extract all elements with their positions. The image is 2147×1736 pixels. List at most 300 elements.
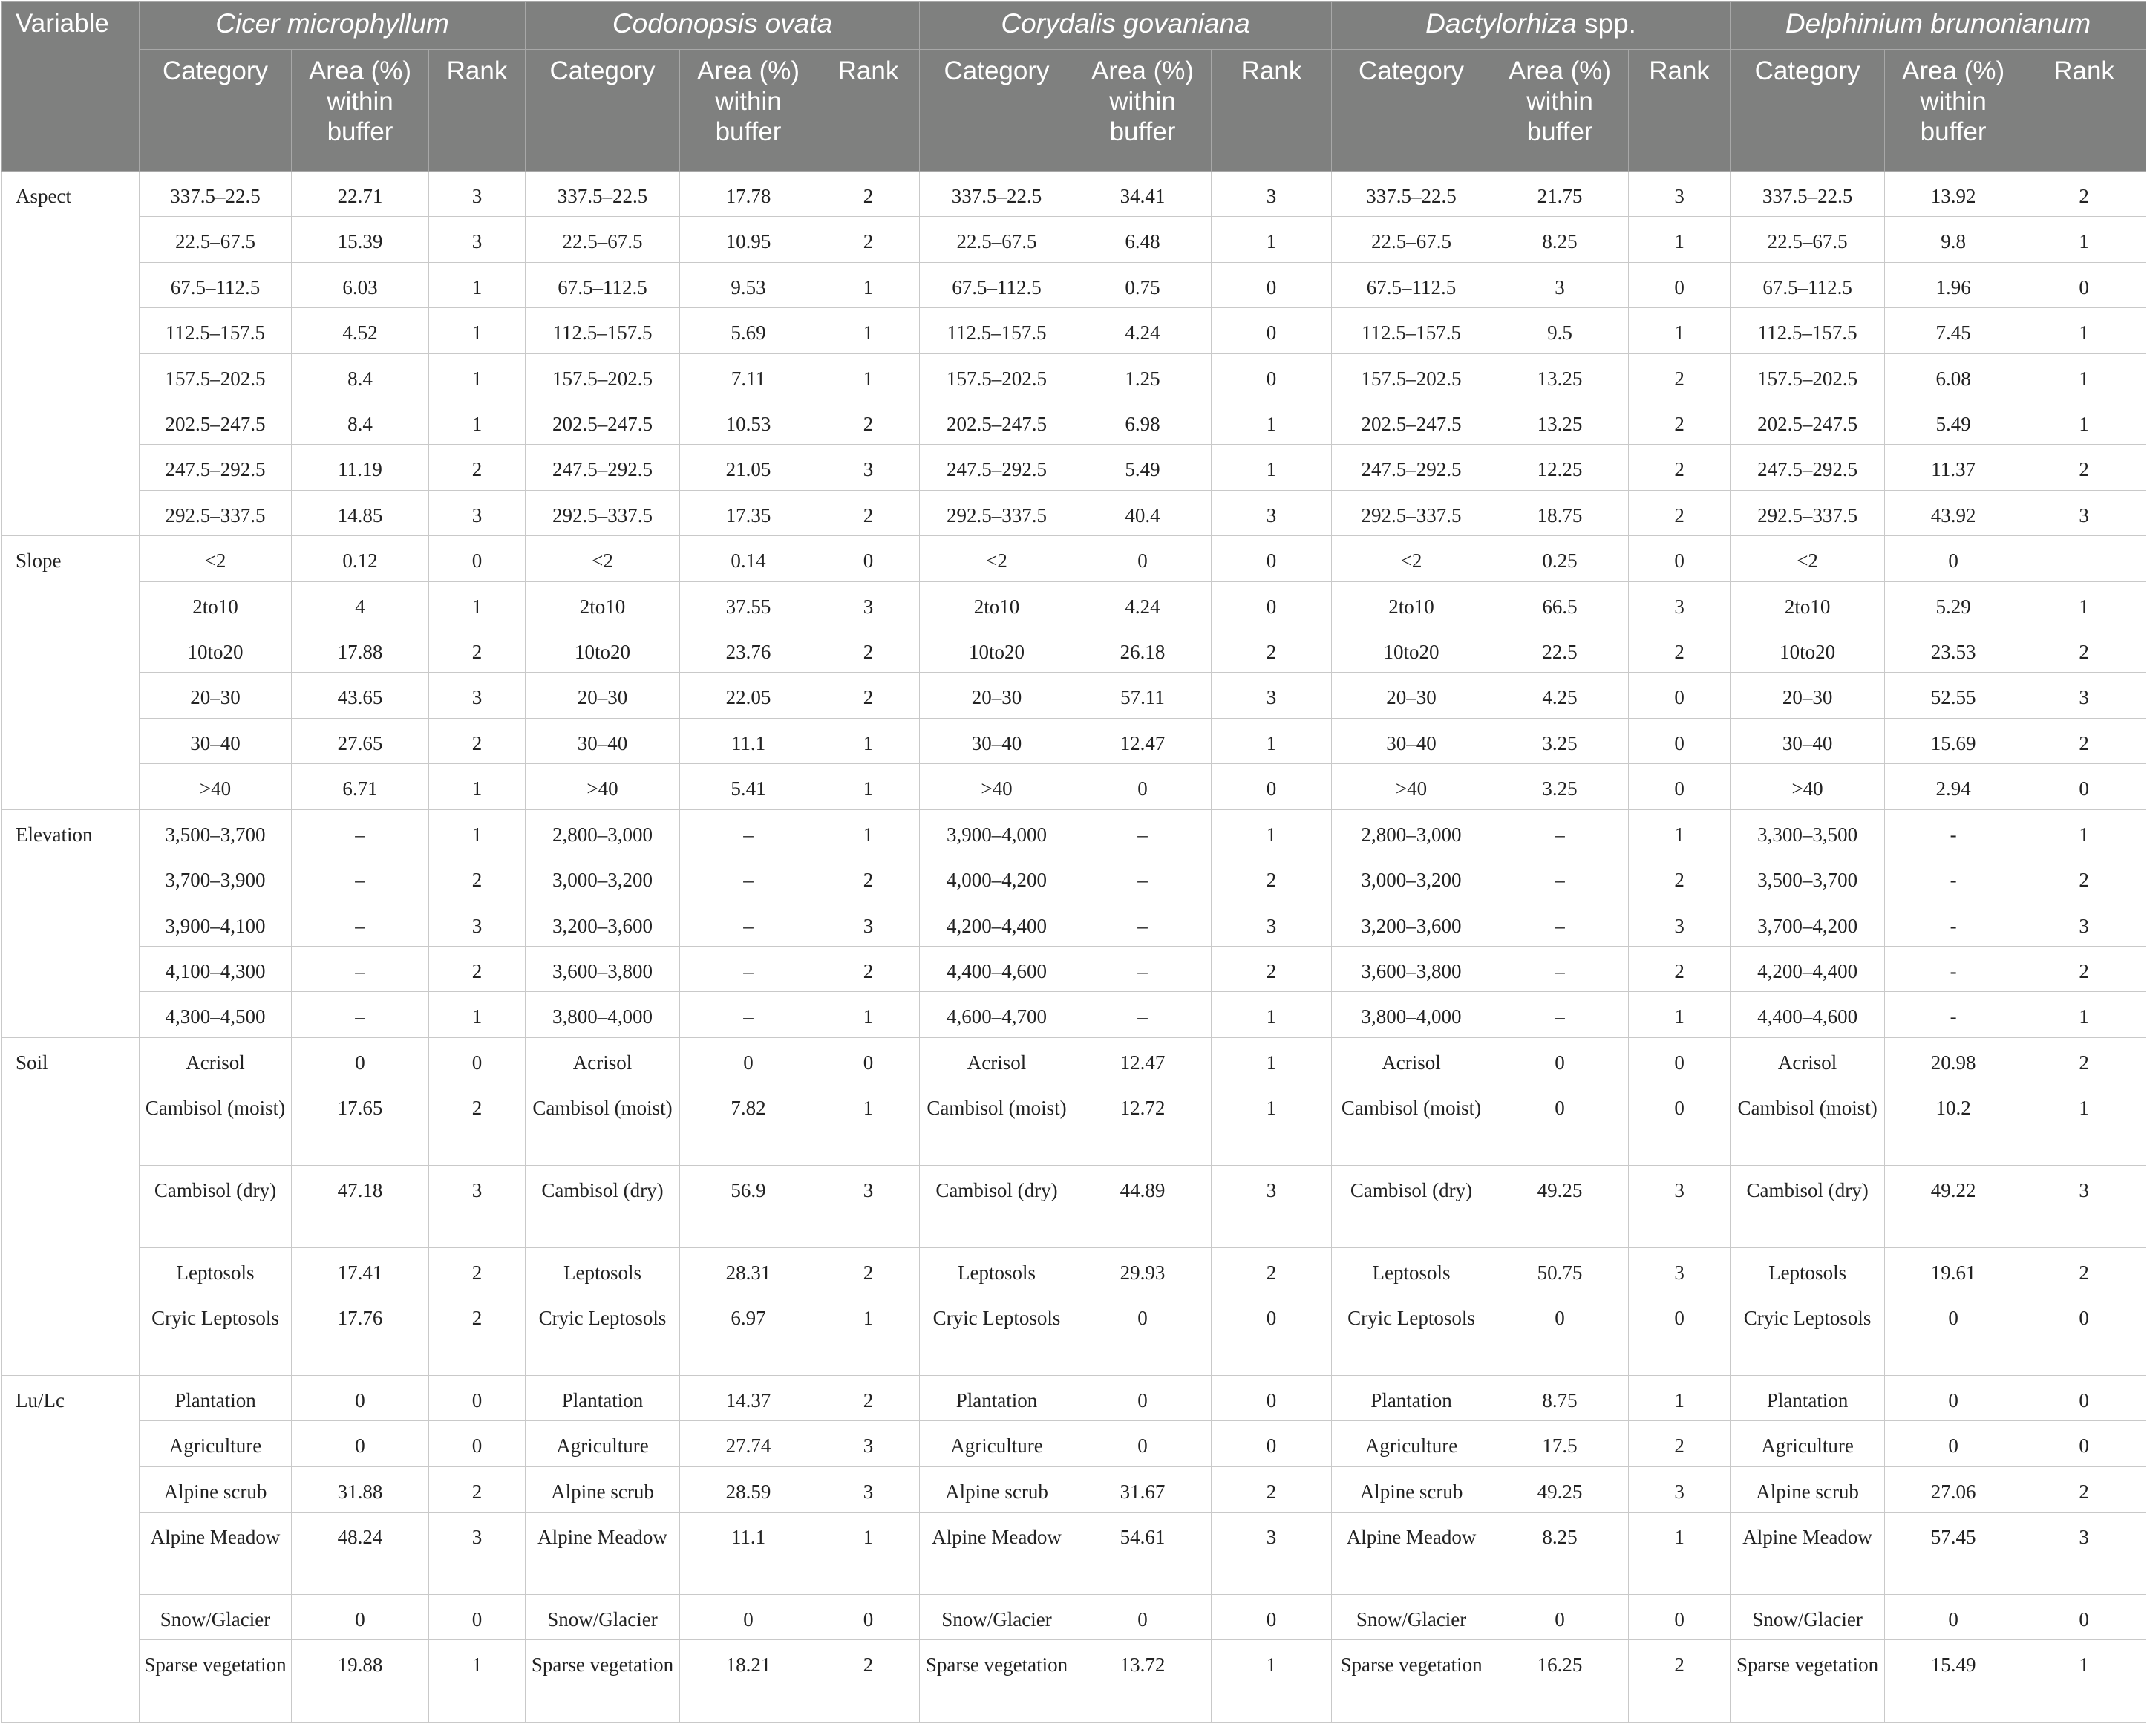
area-cell: 0.12 <box>292 536 429 581</box>
rank-cell: 2 <box>429 1083 526 1166</box>
rank-cell: 1 <box>1212 445 1332 490</box>
rank-cell: 0 <box>2022 1293 2146 1376</box>
rank-cell: 1 <box>1212 217 1332 262</box>
rank-cell: 2 <box>1212 1466 1332 1512</box>
area-cell: 28.31 <box>680 1247 817 1293</box>
table-row <box>2 673 2146 718</box>
area-cell: 0 <box>292 1421 429 1466</box>
category-cell: 2to10 <box>920 581 1074 627</box>
rank-cell: 3 <box>817 901 920 946</box>
category-cell: 4,600–4,700 <box>920 992 1074 1037</box>
category-cell: 2to10 <box>526 581 680 627</box>
rank-cell: 2 <box>817 399 920 445</box>
category-cell: 247.5–292.5 <box>1332 445 1491 490</box>
rank-cell: 0 <box>2022 1375 2146 1420</box>
category-cell: Alpine scrub <box>1332 1466 1491 1512</box>
rank-cell: 1 <box>817 992 920 1037</box>
area-cell: 4.52 <box>292 308 429 353</box>
area-cell: 0 <box>1491 1594 1629 1639</box>
category-cell: Alpine scrub <box>1731 1466 1885 1512</box>
category-cell: 202.5–247.5 <box>526 399 680 445</box>
area-cell: – <box>1491 946 1629 991</box>
category-cell: 10to20 <box>920 627 1074 673</box>
rank-cell: 2 <box>429 946 526 991</box>
table-row <box>2 1640 2146 1723</box>
rank-cell: 3 <box>817 1165 920 1247</box>
area-cell: 3 <box>1491 262 1629 307</box>
category-cell: Cryic Leptosols <box>1731 1293 1885 1376</box>
rank-cell: 0 <box>1629 1293 1731 1376</box>
area-cell: 23.53 <box>1885 627 2022 673</box>
category-cell: 4,400–4,600 <box>920 946 1074 991</box>
area-cell: 12.47 <box>1074 718 1212 763</box>
rank-cell: 1 <box>1629 992 1731 1037</box>
category-cell: Alpine Meadow <box>1731 1512 1885 1594</box>
area-cell: 0 <box>1885 1594 2022 1639</box>
species-header-delphinium: Delphinium brunonianum <box>1731 2 2146 50</box>
category-cell: 247.5–292.5 <box>526 445 680 490</box>
rank-cell: 2 <box>817 1247 920 1293</box>
category-cell: 2to10 <box>140 581 292 627</box>
area-header: Area (%) within buffer <box>1491 50 1629 172</box>
rank-cell: 1 <box>429 764 526 809</box>
rank-cell: 2 <box>817 217 920 262</box>
rank-cell: 0 <box>1212 353 1332 399</box>
rank-cell: 0 <box>1629 764 1731 809</box>
rank-cell: 0 <box>1212 1293 1332 1376</box>
rank-cell: 3 <box>1212 490 1332 535</box>
area-cell: 4.25 <box>1491 673 1629 718</box>
category-cell: 22.5–67.5 <box>140 217 292 262</box>
rank-cell: 0 <box>429 1037 526 1083</box>
area-cell: 18.75 <box>1491 490 1629 535</box>
rank-cell: 1 <box>2022 992 2146 1037</box>
area-cell: – <box>680 946 817 991</box>
category-cell: Snow/Glacier <box>526 1594 680 1639</box>
category-cell: 157.5–202.5 <box>1731 353 1885 399</box>
category-cell: 2to10 <box>1731 581 1885 627</box>
area-header: Area (%) within buffer <box>1074 50 1212 172</box>
area-cell: 17.35 <box>680 490 817 535</box>
area-cell: 47.18 <box>292 1165 429 1247</box>
rank-cell: 2 <box>1629 445 1731 490</box>
category-cell: 202.5–247.5 <box>920 399 1074 445</box>
area-cell: 1.96 <box>1885 262 2022 307</box>
area-cell: 10.53 <box>680 399 817 445</box>
rank-cell: 2 <box>1212 1247 1332 1293</box>
category-cell: 292.5–337.5 <box>526 490 680 535</box>
category-cell: 202.5–247.5 <box>1731 399 1885 445</box>
rank-cell: 0 <box>1629 536 1731 581</box>
category-cell: 20–30 <box>140 673 292 718</box>
rank-cell: 3 <box>1212 1512 1332 1594</box>
rank-cell <box>2022 536 2146 581</box>
table-row <box>2 1083 2146 1166</box>
area-cell: 13.25 <box>1491 353 1629 399</box>
category-cell: 112.5–157.5 <box>1731 308 1885 353</box>
category-header: Category <box>1731 50 1885 172</box>
area-cell: 5.41 <box>680 764 817 809</box>
rank-cell: 0 <box>1212 1375 1332 1420</box>
table-row <box>2 992 2146 1037</box>
rank-cell: 3 <box>1212 673 1332 718</box>
category-cell: 3,800–4,000 <box>526 992 680 1037</box>
rank-cell: 0 <box>1212 1594 1332 1639</box>
category-cell: >40 <box>140 764 292 809</box>
rank-cell: 0 <box>817 536 920 581</box>
area-cell: – <box>1491 992 1629 1037</box>
rank-cell: 2 <box>429 445 526 490</box>
area-cell: – <box>1074 946 1212 991</box>
area-cell: 6.48 <box>1074 217 1212 262</box>
table-row <box>2 353 2146 399</box>
area-cell: 22.5 <box>1491 627 1629 673</box>
rank-cell: 2 <box>817 1640 920 1723</box>
rank-cell: 2 <box>817 627 920 673</box>
area-cell: 0 <box>292 1037 429 1083</box>
rank-cell: 0 <box>1629 673 1731 718</box>
area-cell: 1.25 <box>1074 353 1212 399</box>
rank-cell: 1 <box>1212 992 1332 1037</box>
area-cell: 5.49 <box>1885 399 2022 445</box>
table-row <box>2 399 2146 445</box>
category-cell: 3,900–4,100 <box>140 901 292 946</box>
rank-cell: 2 <box>1629 1640 1731 1723</box>
category-cell: Cambisol (dry) <box>920 1165 1074 1247</box>
table-row <box>2 627 2146 673</box>
category-cell: 292.5–337.5 <box>1332 490 1491 535</box>
category-cell: >40 <box>920 764 1074 809</box>
area-cell: 0 <box>292 1375 429 1420</box>
area-cell: 4.24 <box>1074 581 1212 627</box>
rank-header: Rank <box>1212 50 1332 172</box>
area-cell: 22.05 <box>680 673 817 718</box>
rank-cell: 0 <box>2022 1421 2146 1466</box>
area-cell: 52.55 <box>1885 673 2022 718</box>
category-cell: 30–40 <box>1731 718 1885 763</box>
category-cell: Alpine Meadow <box>920 1512 1074 1594</box>
area-cell: – <box>292 992 429 1037</box>
variable-header: Variable <box>2 2 140 172</box>
rank-cell: 2 <box>1629 855 1731 901</box>
category-cell: Cambisol (dry) <box>1731 1165 1885 1247</box>
rank-cell: 1 <box>817 353 920 399</box>
area-cell: 48.24 <box>292 1512 429 1594</box>
category-cell: Sparse vegetation <box>920 1640 1074 1723</box>
rank-cell: 3 <box>429 217 526 262</box>
area-cell: 9.5 <box>1491 308 1629 353</box>
area-cell: 12.72 <box>1074 1083 1212 1166</box>
area-cell: 31.88 <box>292 1466 429 1512</box>
category-cell: Agriculture <box>140 1421 292 1466</box>
area-cell: – <box>292 809 429 855</box>
rank-cell: 2 <box>1212 627 1332 673</box>
category-cell: 4,200–4,400 <box>920 901 1074 946</box>
area-cell: 19.88 <box>292 1640 429 1723</box>
table-header <box>2 2 2146 172</box>
rank-cell: 2 <box>2022 946 2146 991</box>
area-cell: 49.25 <box>1491 1466 1629 1512</box>
rank-cell: 3 <box>429 1512 526 1594</box>
category-cell: 20–30 <box>526 673 680 718</box>
area-cell: 56.9 <box>680 1165 817 1247</box>
category-cell: Snow/Glacier <box>1332 1594 1491 1639</box>
rank-cell: 3 <box>1212 172 1332 217</box>
rank-cell: 2 <box>2022 172 2146 217</box>
rank-cell: 1 <box>1629 809 1731 855</box>
area-cell: 0 <box>1074 1594 1212 1639</box>
category-cell: 30–40 <box>526 718 680 763</box>
rank-cell: 3 <box>1212 1165 1332 1247</box>
category-cell: Agriculture <box>1731 1421 1885 1466</box>
category-cell: >40 <box>526 764 680 809</box>
category-cell: 292.5–337.5 <box>140 490 292 535</box>
category-cell: Alpine scrub <box>526 1466 680 1512</box>
area-cell: – <box>292 855 429 901</box>
area-cell: - <box>1885 855 2022 901</box>
category-cell: 30–40 <box>920 718 1074 763</box>
area-cell: 13.72 <box>1074 1640 1212 1723</box>
area-cell: 37.55 <box>680 581 817 627</box>
rank-cell: 3 <box>2022 1512 2146 1594</box>
area-cell: 0 <box>1074 536 1212 581</box>
area-cell: 18.21 <box>680 1640 817 1723</box>
rank-cell: 1 <box>1629 1375 1731 1420</box>
rank-cell: 2 <box>2022 1466 2146 1512</box>
area-cell: 11.1 <box>680 718 817 763</box>
rank-cell: 3 <box>429 673 526 718</box>
rank-cell: 1 <box>429 262 526 307</box>
category-cell: Agriculture <box>920 1421 1074 1466</box>
category-cell: >40 <box>1332 764 1491 809</box>
area-cell: – <box>1074 855 1212 901</box>
area-cell: 12.25 <box>1491 445 1629 490</box>
area-cell: 4 <box>292 581 429 627</box>
category-cell: 30–40 <box>140 718 292 763</box>
area-cell: 27.74 <box>680 1421 817 1466</box>
rank-cell: 1 <box>817 262 920 307</box>
rank-cell: 2 <box>2022 445 2146 490</box>
rank-cell: 3 <box>1212 901 1332 946</box>
rank-cell: 1 <box>429 1640 526 1723</box>
area-cell: 11.19 <box>292 445 429 490</box>
area-cell: 17.5 <box>1491 1421 1629 1466</box>
category-cell: 4,400–4,600 <box>1731 992 1885 1037</box>
rank-cell: 1 <box>817 1512 920 1594</box>
category-cell: Alpine Meadow <box>526 1512 680 1594</box>
rank-cell: 3 <box>429 1165 526 1247</box>
rank-cell: 1 <box>1212 399 1332 445</box>
area-cell: 66.5 <box>1491 581 1629 627</box>
area-cell: 16.25 <box>1491 1640 1629 1723</box>
category-cell: Cryic Leptosols <box>140 1293 292 1376</box>
rank-cell: 2 <box>817 673 920 718</box>
category-cell: <2 <box>1332 536 1491 581</box>
area-cell: 6.98 <box>1074 399 1212 445</box>
category-cell: <2 <box>920 536 1074 581</box>
rank-cell: 0 <box>2022 262 2146 307</box>
category-cell: 20–30 <box>1731 673 1885 718</box>
rank-cell: 2 <box>1629 353 1731 399</box>
area-cell: 43.92 <box>1885 490 2022 535</box>
area-cell: - <box>1885 901 2022 946</box>
category-cell: Cryic Leptosols <box>1332 1293 1491 1376</box>
rank-cell: 0 <box>1629 262 1731 307</box>
area-cell: 9.53 <box>680 262 817 307</box>
rank-cell: 2 <box>1629 1421 1731 1466</box>
category-cell: Cambisol (dry) <box>1332 1165 1491 1247</box>
category-cell: 30–40 <box>1332 718 1491 763</box>
variable-cell: Soil <box>2 1037 140 1375</box>
table-row <box>2 1247 2146 1293</box>
category-cell: Acrisol <box>1332 1037 1491 1083</box>
area-cell: 4.24 <box>1074 308 1212 353</box>
area-cell: 6.71 <box>292 764 429 809</box>
category-cell: 22.5–67.5 <box>1332 217 1491 262</box>
area-header: Area (%) within buffer <box>1885 50 2022 172</box>
area-cell: 9.8 <box>1885 217 2022 262</box>
area-header: Area (%) within buffer <box>680 50 817 172</box>
area-cell: 0 <box>1491 1083 1629 1166</box>
rank-cell: 1 <box>429 399 526 445</box>
area-cell: 17.41 <box>292 1247 429 1293</box>
rank-cell: 1 <box>429 353 526 399</box>
rank-cell: 1 <box>2022 1640 2146 1723</box>
rank-cell: 3 <box>817 1466 920 1512</box>
rank-cell: 2 <box>1629 399 1731 445</box>
area-cell: 57.45 <box>1885 1512 2022 1594</box>
table-row <box>2 764 2146 809</box>
category-cell: Sparse vegetation <box>526 1640 680 1723</box>
category-cell: Alpine scrub <box>140 1466 292 1512</box>
area-cell: 13.25 <box>1491 399 1629 445</box>
category-cell: 2,800–3,000 <box>1332 809 1491 855</box>
rank-cell: 2 <box>817 946 920 991</box>
rank-cell: 3 <box>1629 1247 1731 1293</box>
rank-cell: 3 <box>429 172 526 217</box>
area-cell: 8.25 <box>1491 1512 1629 1594</box>
rank-cell: 3 <box>817 1421 920 1466</box>
area-cell: – <box>1491 809 1629 855</box>
category-header: Category <box>526 50 680 172</box>
area-cell: 11.1 <box>680 1512 817 1594</box>
category-cell: 337.5–22.5 <box>140 172 292 217</box>
rank-cell: 1 <box>2022 809 2146 855</box>
area-cell: 43.65 <box>292 673 429 718</box>
rank-cell: 2 <box>2022 855 2146 901</box>
rank-cell: 0 <box>429 536 526 581</box>
table-row <box>2 1594 2146 1639</box>
category-cell: Snow/Glacier <box>1731 1594 1885 1639</box>
rank-cell: 1 <box>817 809 920 855</box>
rank-cell: 0 <box>2022 1594 2146 1639</box>
category-cell: 3,300–3,500 <box>1731 809 1885 855</box>
area-cell: 15.49 <box>1885 1640 2022 1723</box>
rank-cell: 0 <box>429 1375 526 1420</box>
category-cell: 3,600–3,800 <box>1332 946 1491 991</box>
area-cell: 0 <box>1074 1421 1212 1466</box>
area-cell: 27.06 <box>1885 1466 2022 1512</box>
category-cell: 67.5–112.5 <box>526 262 680 307</box>
rank-cell: 1 <box>2022 308 2146 353</box>
category-cell: Cambisol (dry) <box>140 1165 292 1247</box>
rank-cell: 2 <box>429 718 526 763</box>
area-cell: 0 <box>1074 1375 1212 1420</box>
category-cell: 3,700–3,900 <box>140 855 292 901</box>
category-cell: Cambisol (moist) <box>526 1083 680 1166</box>
rank-cell: 0 <box>429 1421 526 1466</box>
category-cell: 3,800–4,000 <box>1332 992 1491 1037</box>
area-cell: 5.29 <box>1885 581 2022 627</box>
category-cell: 3,600–3,800 <box>526 946 680 991</box>
category-cell: 67.5–112.5 <box>920 262 1074 307</box>
category-cell: 3,000–3,200 <box>1332 855 1491 901</box>
category-cell: Alpine Meadow <box>140 1512 292 1594</box>
rank-header: Rank <box>1629 50 1731 172</box>
table-row <box>2 217 2146 262</box>
area-cell: 0 <box>1885 536 2022 581</box>
category-cell: 4,200–4,400 <box>1731 946 1885 991</box>
category-cell: 22.5–67.5 <box>1731 217 1885 262</box>
species-header-dactylorhiza: Dactylorhiza spp. <box>1332 2 1731 50</box>
area-cell: 22.71 <box>292 172 429 217</box>
rank-cell: 0 <box>1212 764 1332 809</box>
area-cell: 3.25 <box>1491 764 1629 809</box>
area-cell: 8.4 <box>292 399 429 445</box>
rank-cell: 2 <box>2022 627 2146 673</box>
area-cell: – <box>680 901 817 946</box>
table-row <box>2 1512 2146 1594</box>
category-cell: Agriculture <box>526 1421 680 1466</box>
category-cell: 292.5–337.5 <box>1731 490 1885 535</box>
area-cell: – <box>292 946 429 991</box>
category-cell: 22.5–67.5 <box>920 217 1074 262</box>
area-cell: 0.75 <box>1074 262 1212 307</box>
rank-cell: 2 <box>2022 1247 2146 1293</box>
rank-cell: 0 <box>1212 1421 1332 1466</box>
area-cell: 8.25 <box>1491 217 1629 262</box>
table-row <box>2 855 2146 901</box>
rank-cell: 3 <box>817 581 920 627</box>
rank-cell: 0 <box>1629 1594 1731 1639</box>
rank-cell: 1 <box>2022 1083 2146 1166</box>
category-cell: 337.5–22.5 <box>1332 172 1491 217</box>
table-row <box>2 172 2146 217</box>
area-cell: 14.85 <box>292 490 429 535</box>
area-cell: 5.49 <box>1074 445 1212 490</box>
area-cell: – <box>1491 855 1629 901</box>
area-cell: 31.67 <box>1074 1466 1212 1512</box>
area-cell: 15.39 <box>292 217 429 262</box>
category-cell: Cryic Leptosols <box>920 1293 1074 1376</box>
area-cell: 15.69 <box>1885 718 2022 763</box>
category-cell: 157.5–202.5 <box>526 353 680 399</box>
rank-cell: 0 <box>817 1594 920 1639</box>
area-cell: 13.92 <box>1885 172 2022 217</box>
category-cell: 10to20 <box>140 627 292 673</box>
rank-cell: 1 <box>1212 718 1332 763</box>
category-cell: Sparse vegetation <box>1332 1640 1491 1723</box>
area-cell: 21.05 <box>680 445 817 490</box>
category-cell: 112.5–157.5 <box>920 308 1074 353</box>
rank-cell: 1 <box>2022 353 2146 399</box>
area-cell: 6.08 <box>1885 353 2022 399</box>
area-cell: – <box>1074 901 1212 946</box>
category-cell: >40 <box>1731 764 1885 809</box>
rank-cell: 2 <box>429 855 526 901</box>
category-cell: 2,800–3,000 <box>526 809 680 855</box>
rank-cell: 1 <box>817 1083 920 1166</box>
